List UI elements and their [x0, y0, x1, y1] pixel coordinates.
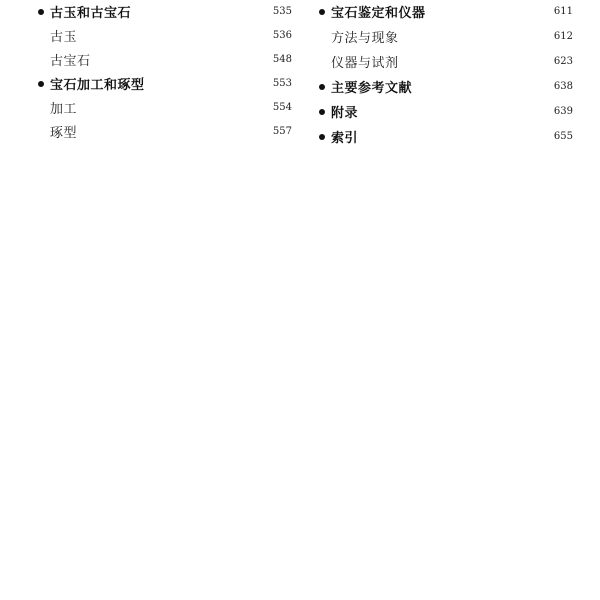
- toc-entry-methods[interactable]: [319, 25, 573, 50]
- bullet-icon: [319, 9, 325, 15]
- toc-entry-page: 535: [272, 6, 292, 17]
- bullet-icon: [38, 81, 44, 87]
- toc-left-column: [38, 0, 292, 144]
- toc-entry-gem-identification[interactable]: [319, 0, 573, 25]
- toc-entry-processing[interactable]: [38, 96, 292, 120]
- toc-entry-ancient-jade[interactable]: [38, 24, 292, 48]
- bullet-icon: [319, 134, 325, 140]
- toc-entry-cut-styles[interactable]: [38, 120, 292, 144]
- toc-right-column: [319, 0, 573, 150]
- toc-entry-page: 611: [553, 6, 573, 17]
- toc-entry-title: 古宝石: [50, 54, 91, 69]
- bullet-icon: [319, 84, 325, 90]
- toc-entry-page: 553: [272, 78, 292, 89]
- toc-entry-title: 宝石鉴定和仪器: [331, 6, 426, 21]
- toc-entry-page: 557: [272, 126, 292, 137]
- toc-entry-title: 仪器与试剂: [331, 56, 399, 71]
- toc-entry-page: 639: [553, 106, 573, 117]
- toc-entry-appendix[interactable]: [319, 100, 573, 125]
- toc-entry-references[interactable]: [319, 75, 573, 100]
- toc-entry-instruments[interactable]: [319, 50, 573, 75]
- toc-entry-title: 加工: [50, 102, 78, 117]
- toc-entry-page: 623: [553, 56, 573, 67]
- toc-entry-ancient-gems[interactable]: [38, 48, 292, 72]
- toc-entry-title: 主要参考文献: [331, 81, 413, 96]
- toc-entry-title: 琢型: [50, 126, 78, 141]
- toc-entry-title: 古玉: [50, 30, 78, 45]
- toc-entry-page: 536: [272, 30, 292, 41]
- bullet-icon: [38, 9, 44, 15]
- toc-entry-page: 612: [553, 31, 573, 42]
- toc-entry-page: 638: [553, 81, 573, 92]
- toc-entry-page: 548: [272, 54, 292, 65]
- toc-entry-ancient-jade-and-gems[interactable]: [38, 0, 292, 24]
- toc-entry-title: 索引: [331, 131, 359, 146]
- toc-entry-gem-cutting[interactable]: [38, 72, 292, 96]
- toc-entry-title: 古玉和古宝石: [50, 6, 132, 21]
- toc-entry-page: 554: [272, 102, 292, 113]
- toc-entry-page: 655: [553, 131, 573, 142]
- toc-entry-title: 附录: [331, 106, 359, 121]
- toc-entry-index[interactable]: [319, 125, 573, 150]
- toc-entry-title: 宝石加工和琢型: [50, 78, 145, 93]
- bullet-icon: [319, 109, 325, 115]
- toc-entry-title: 方法与现象: [331, 31, 399, 46]
